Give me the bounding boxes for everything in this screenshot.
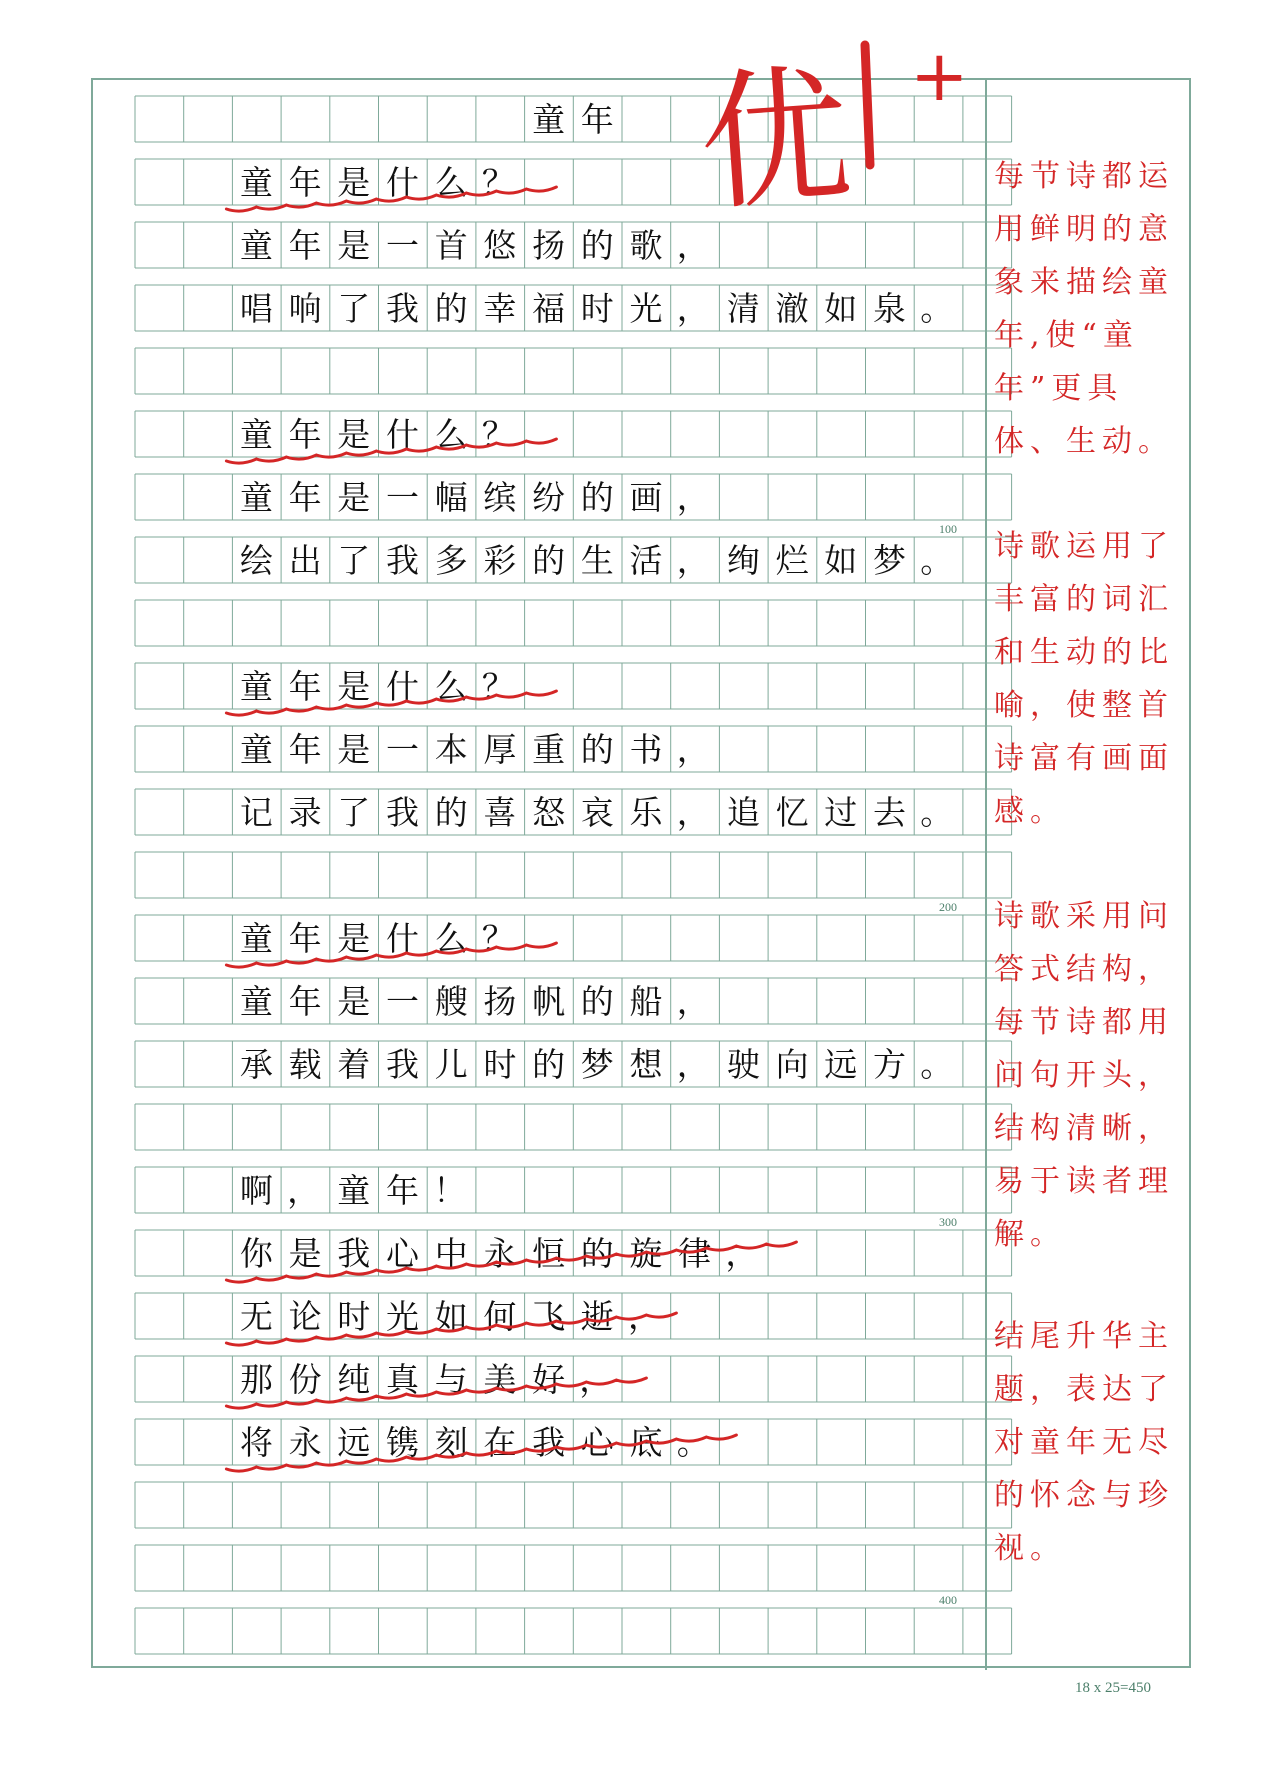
char-cell: 心 xyxy=(580,1422,614,1462)
char-cell: ？ xyxy=(481,414,515,454)
char-cell: 你 xyxy=(239,1233,273,1273)
char-cell: 我 xyxy=(386,1044,419,1084)
char-cell: 载 xyxy=(288,1044,322,1084)
comment-imagery: 每节诗都运用鲜明的意象来描绘童年,使“童年”更具体、生动。 xyxy=(994,159,1174,459)
char-cell: ， xyxy=(676,792,710,832)
grade-mark xyxy=(700,40,1000,220)
char-cell: 份 xyxy=(288,1359,322,1399)
char-cell: 厚 xyxy=(483,729,517,769)
char-cell: 纷 xyxy=(532,477,566,517)
char-cell: 。 xyxy=(920,288,954,328)
char-cell: 在 xyxy=(483,1422,517,1462)
char-cell: 童 xyxy=(239,414,273,454)
char-cell: 首 xyxy=(434,225,468,265)
char-cell: 远 xyxy=(337,1422,371,1462)
grid-size-footer: 18 x 25=450 xyxy=(1075,1680,1151,1696)
char-cell: 我 xyxy=(532,1422,566,1462)
char-cell: 童 xyxy=(239,162,273,202)
char-cell: 是 xyxy=(337,981,371,1021)
char-cell: 追 xyxy=(726,792,760,832)
char-cell: 记 xyxy=(239,792,273,832)
char-cell: ！ xyxy=(433,1170,467,1210)
char-cell: 想 xyxy=(629,1044,663,1084)
char-cell: 我 xyxy=(337,1233,371,1273)
grade-text: 优 xyxy=(700,48,856,220)
char-cell: 何 xyxy=(483,1296,517,1336)
char-cell: 什 xyxy=(386,666,419,706)
char-cell: 远 xyxy=(824,1044,858,1084)
char-cell: 喜 xyxy=(483,792,517,832)
char-cell: 逝 xyxy=(580,1296,614,1336)
char-cell: 悠 xyxy=(483,225,517,265)
char-cell: 出 xyxy=(288,540,322,580)
char-cell: 永 xyxy=(288,1422,322,1462)
char-cell: 梦 xyxy=(580,1044,614,1084)
char-cell: 是 xyxy=(337,162,371,202)
char-cell: 是 xyxy=(337,225,371,265)
char-cell: 时 xyxy=(337,1296,371,1336)
char-cell: 律 xyxy=(678,1233,712,1273)
char-cell: ？ xyxy=(481,918,515,958)
comment-structure: 诗歌采用问答式结构，每节诗都用问句开头，结构清晰，易于读者理解。 xyxy=(994,899,1174,1252)
char-cell: 幅 xyxy=(434,477,468,517)
char-cell: 船 xyxy=(629,981,663,1021)
char-cell: 缤 xyxy=(483,477,517,517)
char-cell: 烂 xyxy=(775,540,809,580)
char-cell: ， xyxy=(725,1233,759,1273)
char-cell: 录 xyxy=(288,792,322,832)
comment-ending: 结尾升华主题，表达了对童年无尽的怀念与珍视。 xyxy=(994,1319,1174,1566)
char-cell: 光 xyxy=(386,1296,419,1336)
char-cell: 重 xyxy=(532,729,566,769)
char-cell: 么 xyxy=(434,666,468,706)
counter-label: 100 xyxy=(939,522,957,536)
char-cell: 童 xyxy=(239,981,273,1021)
counter-label: 400 xyxy=(939,1593,957,1607)
char-cell: 好 xyxy=(532,1359,566,1399)
char-cell: 向 xyxy=(775,1044,809,1084)
char-cell: 绚 xyxy=(726,540,760,580)
char-cell: 论 xyxy=(288,1296,322,1336)
char-cell: 那 xyxy=(239,1359,273,1399)
char-cell: 么 xyxy=(434,162,468,202)
char-cell: 如 xyxy=(824,288,858,328)
char-cell: 响 xyxy=(288,288,322,328)
char-cell: ， xyxy=(676,288,710,328)
char-cell: 纯 xyxy=(337,1359,371,1399)
char-cell: 无 xyxy=(239,1296,273,1336)
char-cell: 画 xyxy=(629,477,663,517)
char-cell: 时 xyxy=(580,288,614,328)
char-cell: 儿 xyxy=(434,1044,468,1084)
char-cell: 。 xyxy=(920,792,954,832)
char-cell: 扬 xyxy=(483,981,517,1021)
grade-stroke xyxy=(865,45,870,165)
char-cell: 年 xyxy=(288,729,322,769)
char-cell: 澈 xyxy=(775,288,809,328)
char-cell: ， xyxy=(676,981,710,1021)
char-cell: 我 xyxy=(386,540,419,580)
char-cell: 绘 xyxy=(239,540,273,580)
char-cell: ？ xyxy=(481,162,515,202)
char-cell: 过 xyxy=(824,792,858,832)
char-cell: 童 xyxy=(532,99,566,139)
char-cell: 么 xyxy=(434,918,468,958)
char-cell: 童 xyxy=(239,666,273,706)
char-cell: 镌 xyxy=(386,1422,419,1462)
char-cell: 美 xyxy=(483,1359,517,1399)
char-cell: 底 xyxy=(629,1422,663,1462)
char-cell: 是 xyxy=(337,918,371,958)
char-cell: 清 xyxy=(726,288,760,328)
char-cell: 。 xyxy=(920,540,954,580)
char-cell: 唱 xyxy=(239,288,273,328)
char-cell: 本 xyxy=(434,729,468,769)
char-cell: 啊 xyxy=(239,1170,273,1210)
char-cell: 的 xyxy=(434,792,468,832)
char-cell: 的 xyxy=(580,225,614,265)
char-cell: ， xyxy=(676,477,710,517)
grade-plus: + xyxy=(910,40,969,117)
char-cell: 生 xyxy=(580,540,614,580)
char-cell: 多 xyxy=(434,540,468,580)
char-cell: 时 xyxy=(483,1044,517,1084)
char-cell: 驶 xyxy=(726,1044,760,1084)
char-cell: 是 xyxy=(337,729,371,769)
char-cell: 方 xyxy=(873,1044,906,1084)
char-cell: 什 xyxy=(386,162,419,202)
char-cell: ， xyxy=(676,540,710,580)
char-cell: 中 xyxy=(434,1233,468,1273)
char-cell: 艘 xyxy=(434,981,468,1021)
char-cell: 旋 xyxy=(629,1233,663,1273)
char-cell: 承 xyxy=(239,1044,273,1084)
char-cell: 真 xyxy=(386,1359,419,1399)
char-cell: 幸 xyxy=(483,288,517,328)
char-cell: 我 xyxy=(386,792,419,832)
char-cell: 童 xyxy=(239,477,273,517)
char-cell: 去 xyxy=(873,792,906,832)
char-cell: 童 xyxy=(239,225,273,265)
char-cell: 。 xyxy=(676,1422,710,1462)
char-cell: 童 xyxy=(239,729,273,769)
char-cell: 年 xyxy=(288,225,322,265)
char-cell: 与 xyxy=(434,1359,468,1399)
char-cell: 一 xyxy=(386,477,419,517)
char-cell: 年 xyxy=(386,1170,419,1210)
char-cell: 如 xyxy=(824,540,858,580)
char-cell: 是 xyxy=(337,666,371,706)
char-cell: 彩 xyxy=(483,540,517,580)
char-cell: 一 xyxy=(386,981,419,1021)
char-cell: 年 xyxy=(288,666,322,706)
char-cell: ， xyxy=(287,1170,321,1210)
char-cell: 光 xyxy=(629,288,663,328)
char-cell: 帆 xyxy=(532,981,566,1021)
char-cell: 。 xyxy=(920,1044,954,1084)
char-cell: 年 xyxy=(288,477,322,517)
char-cell: 是 xyxy=(337,477,371,517)
char-cell: 的 xyxy=(532,540,566,580)
char-cell: 了 xyxy=(337,792,371,832)
char-cell: 永 xyxy=(483,1233,517,1273)
char-cell: 年 xyxy=(288,918,322,958)
char-cell: 恒 xyxy=(532,1233,566,1273)
char-cell: 飞 xyxy=(532,1296,566,1336)
char-cell: 泉 xyxy=(873,288,906,328)
char-cell: 童 xyxy=(337,1170,371,1210)
char-cell: 福 xyxy=(532,288,566,328)
char-cell: 么 xyxy=(434,414,468,454)
counter-label: 200 xyxy=(939,900,957,914)
char-cell: 童 xyxy=(239,918,273,958)
char-cell: 年 xyxy=(288,981,322,1021)
char-cell: ， xyxy=(676,729,710,769)
char-cell: 哀 xyxy=(580,792,614,832)
char-cell: 什 xyxy=(386,918,419,958)
char-cell: 的 xyxy=(580,1233,614,1273)
char-cell: 年 xyxy=(288,162,322,202)
char-cell: 的 xyxy=(532,1044,566,1084)
char-cell: 年 xyxy=(580,99,614,139)
char-cell: ， xyxy=(676,1044,710,1084)
char-cell: 活 xyxy=(629,540,663,580)
char-cell: 年 xyxy=(288,414,322,454)
char-cell: 梦 xyxy=(873,540,906,580)
char-cell: 如 xyxy=(434,1296,468,1336)
char-cell: 的 xyxy=(434,288,468,328)
char-cell: 了 xyxy=(337,288,371,328)
comment-vocabulary: 诗歌运用了丰富的词汇和生动的比喻，使整首诗富有画面感。 xyxy=(994,529,1174,829)
char-cell: 了 xyxy=(337,540,371,580)
char-cell: 书 xyxy=(629,729,663,769)
char-cell: ， xyxy=(628,1296,661,1336)
char-cell: 是 xyxy=(337,414,371,454)
char-cell: ， xyxy=(579,1359,613,1399)
char-cell: 歌 xyxy=(629,225,663,265)
char-cell: 一 xyxy=(386,225,419,265)
char-cell: 的 xyxy=(580,729,614,769)
char-cell: 乐 xyxy=(629,792,663,832)
char-cell: 一 xyxy=(386,729,419,769)
char-cell: ？ xyxy=(481,666,515,706)
char-cell: 什 xyxy=(386,414,419,454)
char-cell: 扬 xyxy=(532,225,566,265)
char-cell: 着 xyxy=(337,1044,371,1084)
char-cell: 是 xyxy=(288,1233,322,1273)
char-cell: ， xyxy=(676,225,710,265)
char-cell: 的 xyxy=(580,981,614,1021)
char-cell: 怒 xyxy=(532,792,566,832)
char-cell: 将 xyxy=(239,1422,273,1462)
char-cell: 忆 xyxy=(775,792,809,832)
char-cell: 刻 xyxy=(434,1422,468,1462)
char-cell: 的 xyxy=(580,477,614,517)
char-cell: 心 xyxy=(386,1233,419,1273)
char-cell: 我 xyxy=(386,288,419,328)
counter-label: 300 xyxy=(939,1215,957,1229)
